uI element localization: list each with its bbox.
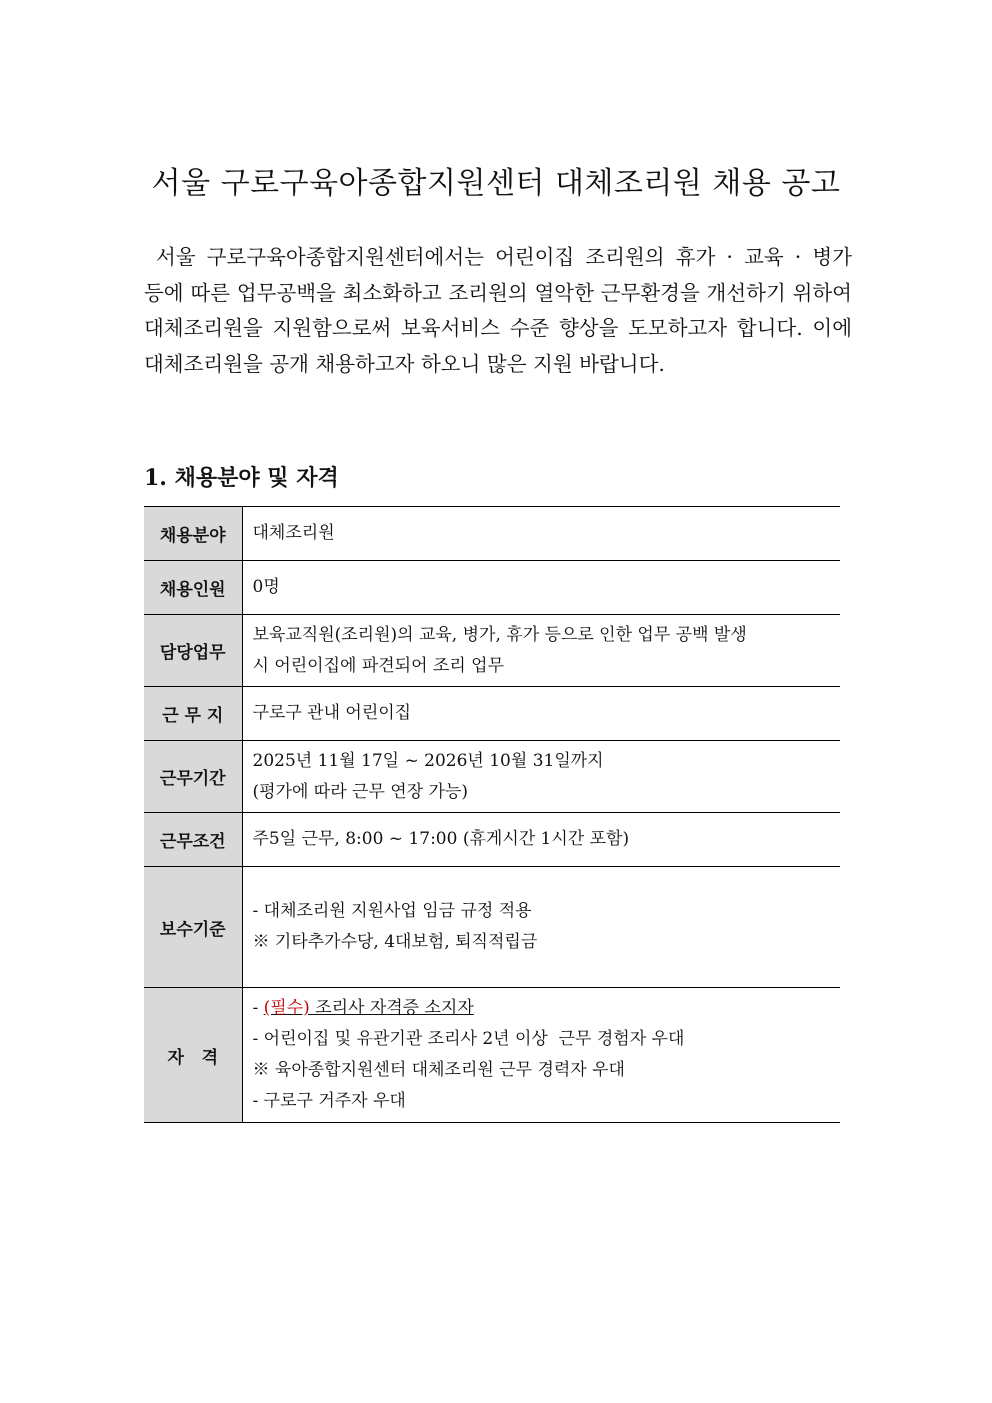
row-label: 근 무 지 [144,687,242,741]
row-value-line: 0명 [252,577,280,597]
required-tag: (필수) [263,998,310,1018]
row-label: 담당업무 [144,615,242,687]
row-value [242,988,840,1123]
row-value [242,867,840,988]
table-row-duties [144,615,840,687]
row-value-line: - 어린이집 및 유관기관 조리사 2년 이상 근무 경험자 우대 [252,1029,685,1049]
row-value-line: - 구로구 거주자 우대 [252,1091,406,1111]
row-label: 채용인원 [144,561,242,615]
table-row-field [144,507,840,561]
row-value [242,615,840,687]
table-row-period [144,741,840,813]
row-value [242,813,840,867]
required-qualification-line [253,993,837,1024]
table-row-conditions [144,813,840,867]
row-value [242,561,840,615]
row-label: 근무조건 [144,813,242,867]
bullet-dash: - [252,998,264,1018]
section-heading-recruitment: 1. 채용분야 및 자격 [144,465,339,491]
row-value-line: ※ 육아종합지원센터 대체조리원 근무 경력자 우대 [252,1060,625,1080]
row-value-line: 시 어린이집에 파견되어 조리 업무 [252,655,505,676]
row-value-line: 구로구 관내 어린이집 [252,703,412,723]
table-row-pay [144,867,840,988]
recruitment-info-table [144,506,840,1123]
row-value-line: - 대체조리원 지원사업 임금 규정 적용 [252,901,532,921]
row-label: 자 격 [144,988,242,1123]
row-value-line: 대체조리원 [252,523,335,543]
row-value [242,741,840,813]
table-row-headcount [144,561,840,615]
row-label: 보수기준 [144,867,242,988]
row-value [242,507,840,561]
page-title: 서울 구로구육아종합지원센터 대체조리원 채용 공고 [151,166,841,201]
required-text: 조리사 자격증 소지자 [309,998,474,1018]
row-value-line: 보육교직원(조리원)의 교육, 병가, 휴가 등으로 인한 업무 공백 발생 [252,624,747,645]
table-row-qualifications [144,988,840,1123]
row-value-line: 주5일 근무, 8:00 ~ 17:00 (휴게시간 1시간 포함) [252,829,630,849]
required-qualification-text [264,998,474,1018]
table-row-workplace [144,687,840,741]
row-value [242,687,840,741]
row-label: 채용분야 [144,507,242,561]
row-value-line: (평가에 따라 근무 연장 가능) [252,781,469,802]
row-label: 근무기간 [144,741,242,813]
intro-paragraph: 서울 구로구육아종합지원센터에서는 어린이집 조리원의 휴가 · 교육 · 병가 등에 따른 업무공백을 최소화하고 조리원의 열악한 근무환경을 개선하기 위하여 대체조리원을 지원함으로써 보육서비스 수준 향상을 도모하고자 합니다. 이에 대체조리원을 공개 채용하고자 하오니 많은 지원 바랍니다. [144,245,852,376]
row-value-line: ※ 기타추가수당, 4대보험, 퇴직적립금 [252,932,538,952]
row-value-line: 2025년 11월 17일 ~ 2026년 10월 31일까지 [252,750,604,771]
